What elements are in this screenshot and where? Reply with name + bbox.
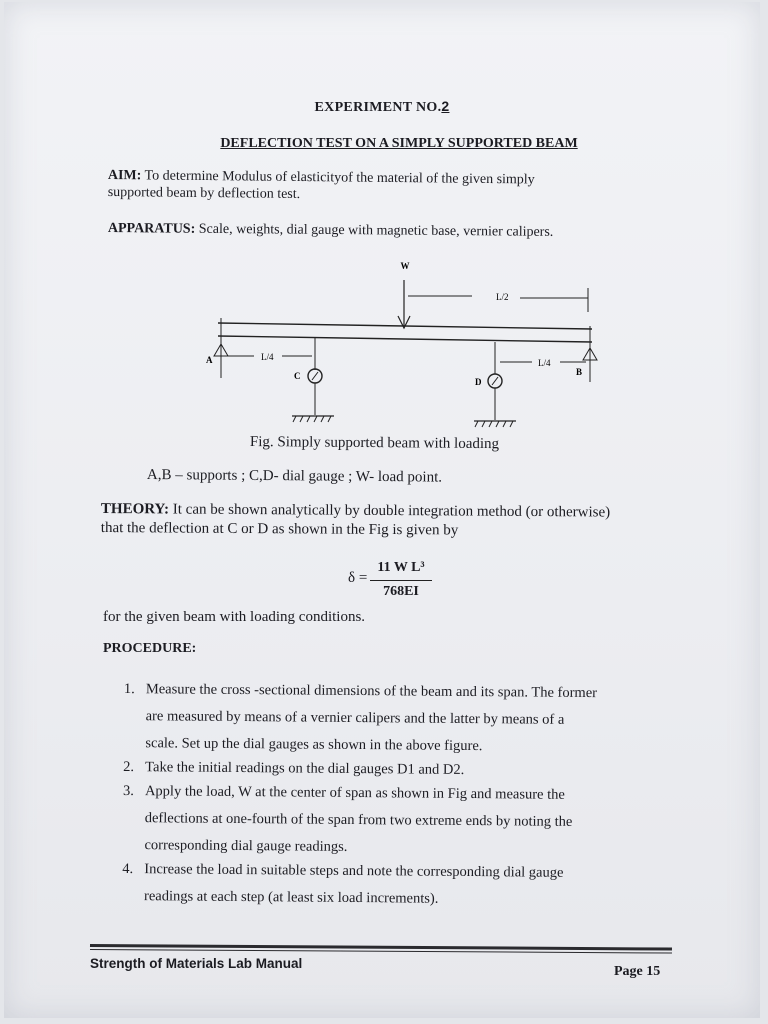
procedure-step: 3. Apply the load, W at the center of span as shown in Fig and measure the deflections at one-fourth of the span from two extreme ends by noting the corresponding dial gauge readings. bbox=[122, 778, 683, 864]
step-3-line-1: Apply the load, W at the center of span as shown in Fig and measure the bbox=[144, 783, 565, 803]
step-4-line-1: Increase the load in suitable steps and note the corresponding dial gauge bbox=[144, 861, 564, 881]
beam-top-edge bbox=[218, 323, 592, 329]
procedure-step: 1. Measure the cross -sectional dimensions of the beam and its span. The former are measured by means of a vernier calipers and the latter by means of a scale. Set up the dial gauges as shown in the above figure. bbox=[123, 676, 684, 762]
footer-page-number: Page 15 bbox=[614, 964, 661, 979]
figure-caption: Fig. Simply supported beam with loading bbox=[249, 434, 500, 453]
aim-section bbox=[108, 167, 698, 207]
load-label: W bbox=[400, 261, 410, 271]
footer-manual-title: Strength of Materials Lab Manual bbox=[90, 956, 303, 971]
aim-label: AIM: bbox=[107, 167, 142, 184]
aim-line-2: supported beam by deflection test. bbox=[107, 184, 301, 203]
step-1-line-2: are measured by means of a vernier calipers and the latter by means of a bbox=[145, 708, 565, 728]
formula-denominator: 768EI bbox=[383, 584, 419, 599]
step-1-line-1: Measure the cross -sectional dimensions of the beam and its span. The former bbox=[145, 681, 598, 702]
gauge-d-label: D bbox=[475, 377, 482, 387]
experiment-title: EXPERIMENT NO. bbox=[314, 100, 442, 115]
quarter-right-label: L/4 bbox=[538, 358, 551, 368]
test-title: DEFLECTION TEST ON A SIMPLY SUPPORTED BEAM bbox=[220, 136, 578, 151]
quarter-left-label: L/4 bbox=[261, 352, 274, 362]
support-b-label: B bbox=[576, 367, 583, 377]
procedure-list bbox=[122, 676, 684, 915]
theory-line-1: It can be shown analytically by double integration method (or otherwise) bbox=[172, 501, 611, 521]
theory-line-2: that the deflection at C or D as shown in the Fig is given by bbox=[100, 519, 459, 539]
theory-label: THEORY: bbox=[100, 500, 170, 518]
theory-section bbox=[101, 500, 691, 542]
figure-legend: A,B – supports ; C,D- dial gauge ; W- load point. bbox=[146, 467, 443, 486]
step-1-line-3: scale. Set up the dial gauges as shown in the above figure. bbox=[145, 735, 483, 755]
document-page bbox=[4, 2, 760, 1018]
theory-after: for the given beam with loading conditions. bbox=[103, 609, 366, 625]
apparatus-text: Scale, weights, dial gauge with magnetic base, vernier calipers. bbox=[198, 221, 554, 240]
apparatus-section bbox=[108, 220, 708, 242]
beam-figure bbox=[4, 252, 760, 432]
step-4-line-2: readings at each step (at least six load increments). bbox=[144, 888, 439, 907]
formula-numerator: 11 W L³ bbox=[377, 560, 425, 575]
step-2-line-1: Take the initial readings on the dial gauges D1 and D2. bbox=[145, 759, 465, 778]
fraction-bar bbox=[370, 580, 432, 581]
gauge-c-label: C bbox=[294, 371, 301, 381]
half-span-label: L/2 bbox=[496, 292, 509, 302]
beam-bottom-edge bbox=[218, 336, 592, 342]
experiment-heading bbox=[4, 98, 760, 116]
support-a-label: A bbox=[206, 355, 213, 365]
formula-lhs: δ = bbox=[348, 570, 368, 586]
step-3-line-3: corresponding dial gauge readings. bbox=[144, 837, 348, 855]
procedure-label: PROCEDURE: bbox=[103, 641, 197, 656]
aim-line-1: To determine Modulus of elasticityof the material of the given simply bbox=[144, 168, 535, 188]
procedure-step: 2. Take the initial readings on the dial gauges D1 and D2. bbox=[123, 754, 683, 786]
apparatus-label: APPARATUS: bbox=[107, 220, 196, 237]
step-3-line-2: deflections at one-fourth of the span from two extreme ends by noting the bbox=[144, 810, 573, 830]
experiment-number: 2 bbox=[441, 98, 450, 114]
procedure-step: 4. Increase the load in suitable steps and note the corresponding dial gauge readings at each step (at least six load increments). bbox=[122, 856, 682, 915]
